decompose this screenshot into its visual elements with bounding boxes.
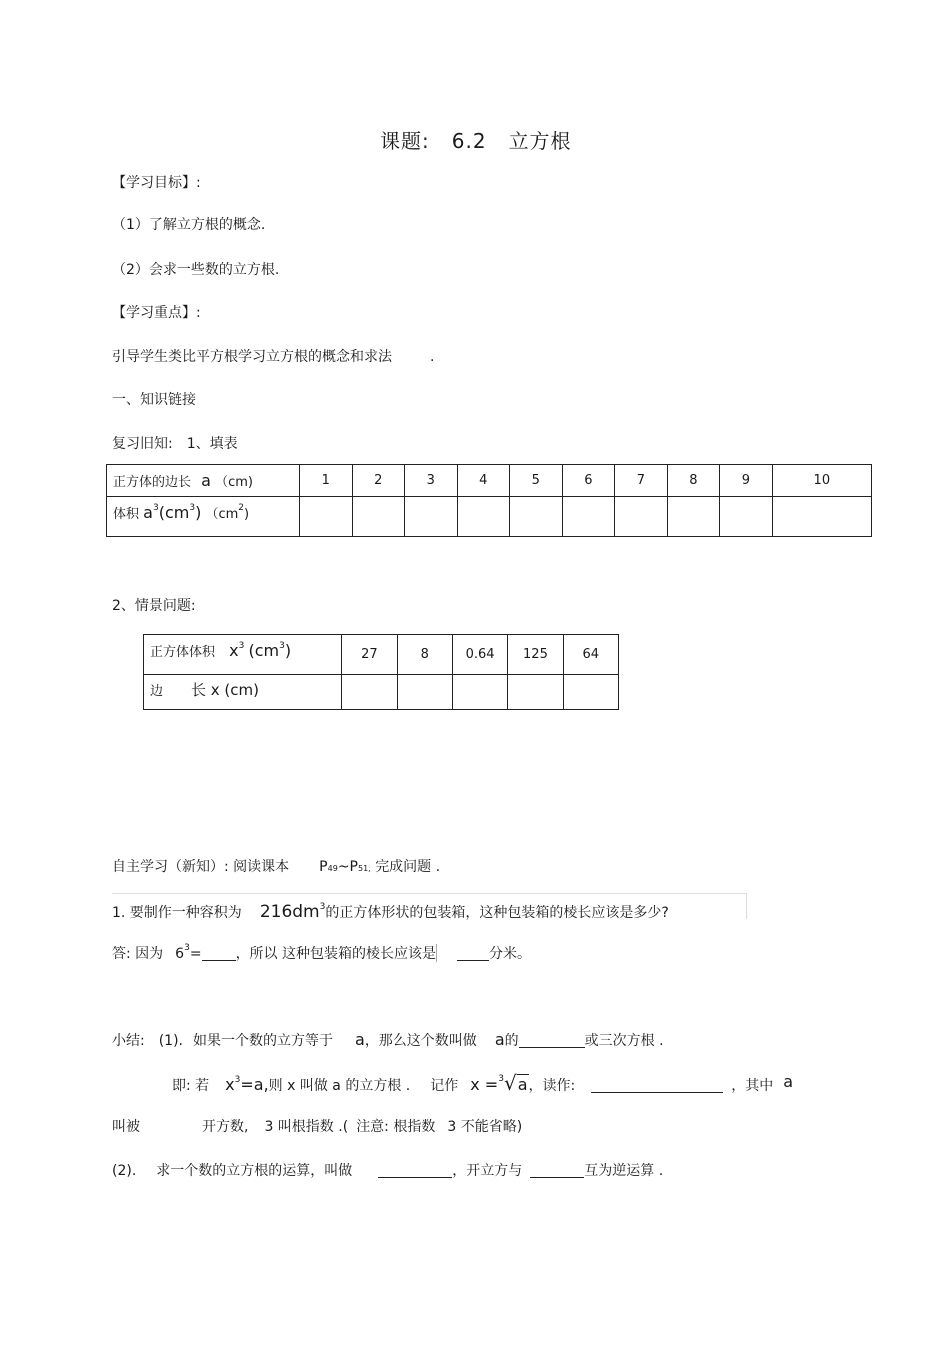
summary-1-text-b: ，那么这个数叫做 — [364, 1033, 477, 1049]
table1-row2-var: $a^3$ — [143, 503, 159, 522]
title-name: 立方根 — [508, 129, 572, 153]
summary2-text-c: 互为逆运算 . — [584, 1163, 664, 1179]
summary-2-text-c: 记作 — [430, 1078, 459, 1094]
answer-text: 答: 因为 — [112, 946, 164, 962]
answer-unit: 分米。 — [489, 946, 532, 962]
summary-2-eq: =a, — [240, 1075, 269, 1094]
page-range: P49~P51, — [319, 859, 371, 875]
table2-cell: 125 — [508, 635, 563, 675]
table-cube-volume-edge — [143, 634, 619, 710]
table2-row1-label: 正方体体积 — [150, 645, 216, 660]
summary-2-text-b: 则 x 叫做 a 的立方根 . — [268, 1078, 411, 1094]
table1-cell: 5 — [510, 465, 563, 497]
table2-empty-cell[interactable] — [452, 675, 507, 710]
table1-cell: 10 — [772, 465, 871, 497]
table2-empty-cell[interactable] — [508, 675, 563, 710]
summary-3-text-d: 注意: 根指数 — [356, 1119, 436, 1135]
table1-cell: 9 — [720, 465, 773, 497]
summary-3-text-e: 3 不能省略) — [447, 1119, 523, 1135]
summary-1-var-b: a — [494, 1030, 505, 1049]
goals-heading: 【学习目标】: — [112, 175, 201, 191]
table1-row2-unit-b: $(cm^2)$ — [205, 503, 250, 522]
title-number: 6.2 — [451, 129, 487, 153]
table1-empty-cell[interactable] — [720, 497, 773, 537]
summary2-text-a: 求一个数的立方根的运算，叫做 — [156, 1163, 353, 1179]
review-label: 复习旧知: — [112, 436, 173, 452]
question-1 — [112, 902, 669, 922]
summary-1-text-a: 如果一个数的立方等于 — [193, 1033, 333, 1049]
cube-root-formula: x =$^3$√a — [470, 1071, 528, 1095]
table1-row1-label: 正方体的边长 — [113, 475, 192, 490]
page-title — [380, 125, 572, 154]
table2-row1-header — [144, 635, 342, 675]
table2-empty-cell[interactable] — [397, 675, 452, 710]
goal-item-2: （2）会求一些数的立方根. — [112, 262, 280, 278]
table1-cell: 8 — [667, 465, 720, 497]
table-row — [107, 497, 872, 537]
answer-line — [112, 943, 531, 963]
table2-row2-label-b: 长 x (cm) — [191, 681, 259, 699]
summary-1 — [112, 1030, 664, 1050]
table1-empty-cell[interactable] — [667, 497, 720, 537]
table1-empty-cell[interactable] — [562, 497, 615, 537]
table1-cell: 3 — [405, 465, 458, 497]
summary2-blank-1[interactable] — [378, 1163, 452, 1178]
table1-cell: 4 — [457, 465, 510, 497]
table2-cell: 64 — [563, 635, 618, 675]
focus-period: . — [430, 349, 435, 365]
table2-row1-unit: $(cm^3)$ — [248, 641, 292, 660]
summary-line-3 — [112, 1116, 522, 1136]
table1-row1-unit: （cm) — [215, 475, 253, 490]
table1-row2-label: 体积 — [113, 507, 140, 522]
summary-2-text-a: 即: 若 — [172, 1078, 210, 1094]
summary-3-text-c: 3 叫根指数 .( — [264, 1119, 349, 1135]
self-study-line — [112, 856, 440, 876]
table1-row2-unit-a: $(cm^3)$ — [158, 503, 202, 522]
summary-2-num: (2). — [112, 1163, 137, 1179]
summary-2 — [112, 1160, 663, 1180]
question-1-value: $216dm^3$ — [259, 902, 326, 922]
table1-empty-cell[interactable] — [405, 497, 458, 537]
goal-item-1: （1）了解立方根的概念. — [112, 217, 266, 233]
summary-3-text-a: 叫被 — [112, 1119, 140, 1135]
question-1-tail: 的正方体形状的包装箱，这种包装箱的棱长应该是多少? — [325, 905, 669, 921]
summary2-blank-2[interactable] — [530, 1163, 584, 1178]
table2-cell: 0.64 — [452, 635, 507, 675]
summary2-text-b: ，开立方与 — [452, 1163, 523, 1179]
table-row — [144, 635, 619, 675]
section-heading-knowledge: 一、知识链接 — [112, 392, 196, 408]
table-cube-edge-volume — [106, 464, 872, 537]
table2-row1-var: $x^3$ — [229, 641, 245, 660]
review-line — [112, 433, 238, 453]
table2-cell: 8 — [397, 635, 452, 675]
table2-row2-label-a: 边 — [150, 684, 164, 699]
table2-empty-cell[interactable] — [342, 675, 397, 710]
summary-1-blank[interactable] — [519, 1033, 585, 1048]
answer-blank-2[interactable] — [457, 946, 489, 961]
self-study-text: 自主学习（新知）: 阅读课本 — [112, 859, 290, 875]
table2-empty-cell[interactable] — [563, 675, 618, 710]
answer-eq: = — [189, 946, 202, 962]
title-prefix: 课题: — [380, 129, 430, 153]
table-row — [107, 465, 872, 497]
focus-heading: 【学习重点】: — [112, 305, 201, 321]
table2-cell: 27 — [342, 635, 397, 675]
summary-1-text-d: 或三次方根 . — [584, 1033, 664, 1049]
answer-blank-1[interactable] — [202, 946, 236, 961]
summary-2-text-e: ，其中 — [731, 1078, 774, 1094]
summary-3-text-b: 开方数, — [202, 1119, 249, 1135]
table1-cell: 7 — [615, 465, 668, 497]
review-item: 1、填表 — [186, 436, 238, 452]
table1-empty-cell[interactable] — [352, 497, 405, 537]
summary-line-2 — [172, 1071, 793, 1095]
table1-empty-cell[interactable] — [300, 497, 353, 537]
summary-2-power: $x^3$ — [225, 1075, 241, 1094]
table1-row1-var: a — [201, 471, 211, 490]
summary-2-var-a: a — [783, 1072, 794, 1091]
table1-empty-cell[interactable] — [772, 497, 871, 537]
question-1-text: 1. 要制作一种容积为 — [112, 905, 242, 921]
summary-1-var-a: a — [355, 1030, 365, 1049]
summary-1-num: (1). — [158, 1033, 183, 1049]
table1-row2-header — [107, 497, 300, 537]
focus-text — [112, 346, 434, 366]
table-row — [144, 675, 619, 710]
summary-1-text-c: 的 — [504, 1033, 519, 1049]
summary-2-text-d: ，读作: — [528, 1078, 576, 1094]
table2-row2-header — [144, 675, 342, 710]
answer-power: $6^3$ — [175, 943, 190, 962]
table1-empty-cell[interactable] — [615, 497, 668, 537]
table1-cell: 2 — [352, 465, 405, 497]
table1-cell: 1 — [300, 465, 353, 497]
answer-text-b: ，所以 这种包装箱的棱长应该是 — [235, 946, 437, 962]
scenario-heading: 2、情景问题: — [112, 598, 196, 614]
table1-cell: 6 — [562, 465, 615, 497]
table1-row1-header — [107, 465, 300, 497]
focus-text-body: 引导学生类比平方根学习立方根的概念和求法 — [112, 349, 392, 365]
table1-empty-cell[interactable] — [510, 497, 563, 537]
summary-2-blank[interactable] — [591, 1078, 723, 1093]
summary-label: 小结: — [112, 1033, 145, 1049]
table1-empty-cell[interactable] — [457, 497, 510, 537]
self-study-tail: 完成问题 . — [375, 859, 441, 875]
